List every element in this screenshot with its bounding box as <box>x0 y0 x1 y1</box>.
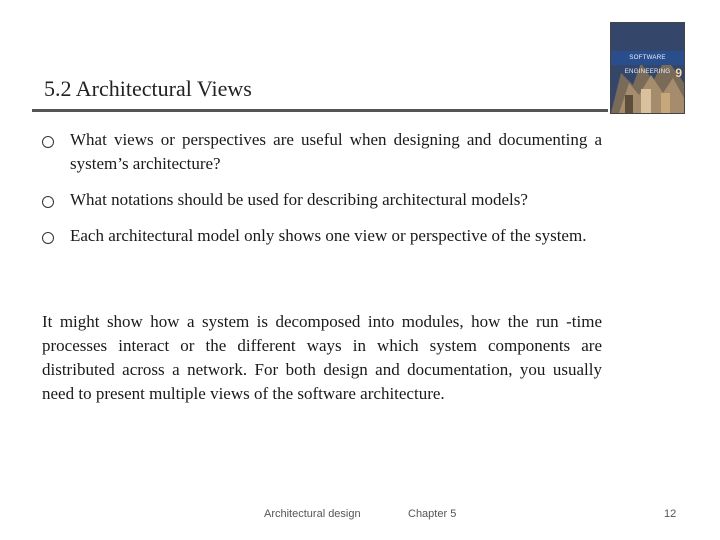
body-paragraph: It might show how a system is decomposed into modules, how the run -time processes interact or the different ways in which system components are distributed across a network. For both design and documentation, you usually need to present multiple views of the software architecture. <box>42 312 602 403</box>
bullet-text: Each architectural model only shows one view or perspective of the system. <box>70 226 587 245</box>
bullet-text: What views or perspectives are useful when designing and documenting a system’s architecture? <box>70 130 602 173</box>
circle-bullet-icon <box>42 232 54 244</box>
book-cover-label: SOFTWARE ENGINEERING <box>611 51 684 65</box>
bullet-item <box>42 128 602 176</box>
bullet-item <box>42 224 602 248</box>
bullet-item <box>42 188 602 212</box>
bullet-text: What notations should be used for describing architectural models? <box>70 190 528 209</box>
book-cover-image <box>610 22 685 114</box>
book-cover-edition: 9 <box>675 66 682 80</box>
circle-bullet-icon <box>42 136 54 148</box>
slide-title: 5.2 Architectural Views <box>44 76 252 101</box>
circle-bullet-icon <box>42 196 54 208</box>
title-divider <box>32 109 608 112</box>
footer-chapter: Chapter 5 <box>408 508 457 520</box>
bullet-list <box>42 128 602 260</box>
footer-topic: Architectural design <box>264 508 361 520</box>
footer-page-number: 12 <box>664 508 677 520</box>
